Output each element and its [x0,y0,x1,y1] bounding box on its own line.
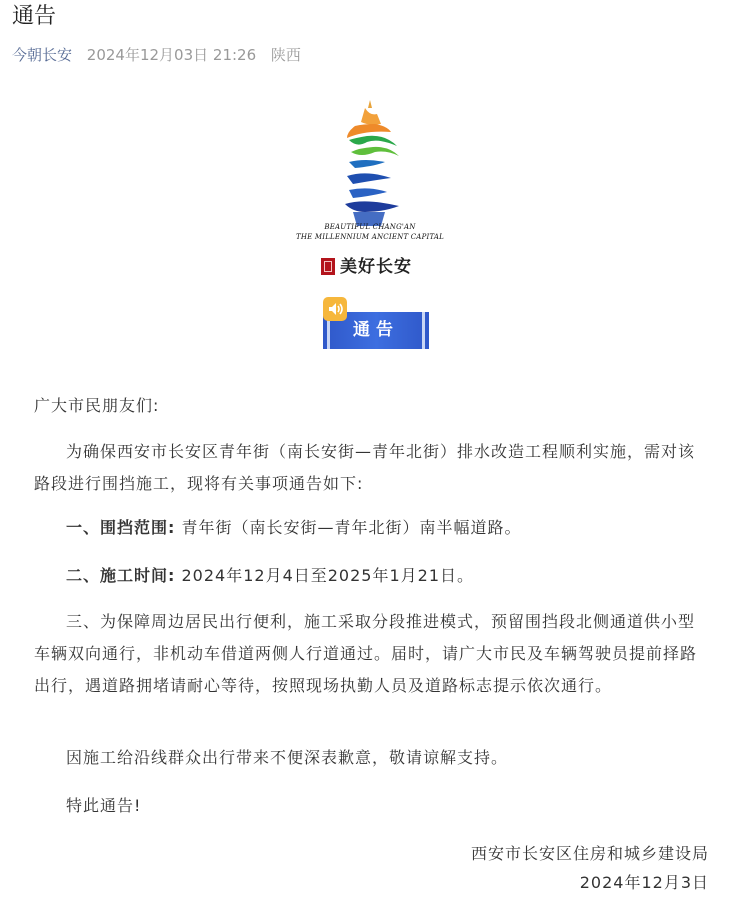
intro-paragraph: 为确保西安市长安区青年街（南长安街—青年北街）排水改造工程顺利实施，需对该路段进行围挡施工，现将有关事项通告如下: [34,442,696,493]
item-range [34,512,710,544]
closing-text: 特此通告! [66,796,142,815]
publish-date: 2024年12月03日 21:26 [86,46,257,64]
changan-pagoda-logo-icon [295,100,445,280]
article-title: 通告 [12,4,57,29]
greeting: 广大市民朋友们: [34,396,160,415]
item-range-text: 青年街（南长安街—青年北街）南半幅道路。 [175,518,522,537]
article-meta [12,45,301,65]
seal-icon [321,258,335,275]
logo-english-text [295,222,445,242]
item-time-text: 2024年12月4日至2025年1月21日。 [175,566,475,585]
item-time-label: 二、施工时间: [66,566,176,585]
logo-chinese-name [318,255,428,279]
issue-date: 2024年12月3日 [579,873,709,892]
logo-english-line1: BEAUTIFUL CHANG'AN [324,223,416,231]
item-range-label: 一、围挡范围: [66,518,176,537]
banner-label: 通告 [353,320,399,340]
speaker-icon [323,297,347,321]
logo-cn-text: 美好长安 [340,257,412,277]
publish-location: 陕西 [270,46,301,64]
issuer-name: 西安市长安区住房和城乡建设局 [470,844,709,863]
item-time [34,560,710,592]
author-link[interactable]: 今朝长安 [12,46,73,64]
apology-paragraph: 因施工给沿线群众出行带来不便深表歉意，敬请谅解支持。 [66,748,509,767]
item-measures: 三、为保障周边居民出行便利，施工采取分段推进模式，预留围挡段北侧通道供小型车辆双向通行，非机动车借道两侧人行道通过。届时，请广大市民及车辆驾驶员提前择路出行，遇道路拥堵请耐心等待，按照现场执勤人员及道路标志提示依次通行。 [34,612,698,695]
logo-english-line2: THE MILLENNIUM ANCIENT CAPITAL [295,233,445,241]
notice-banner [323,297,429,353]
